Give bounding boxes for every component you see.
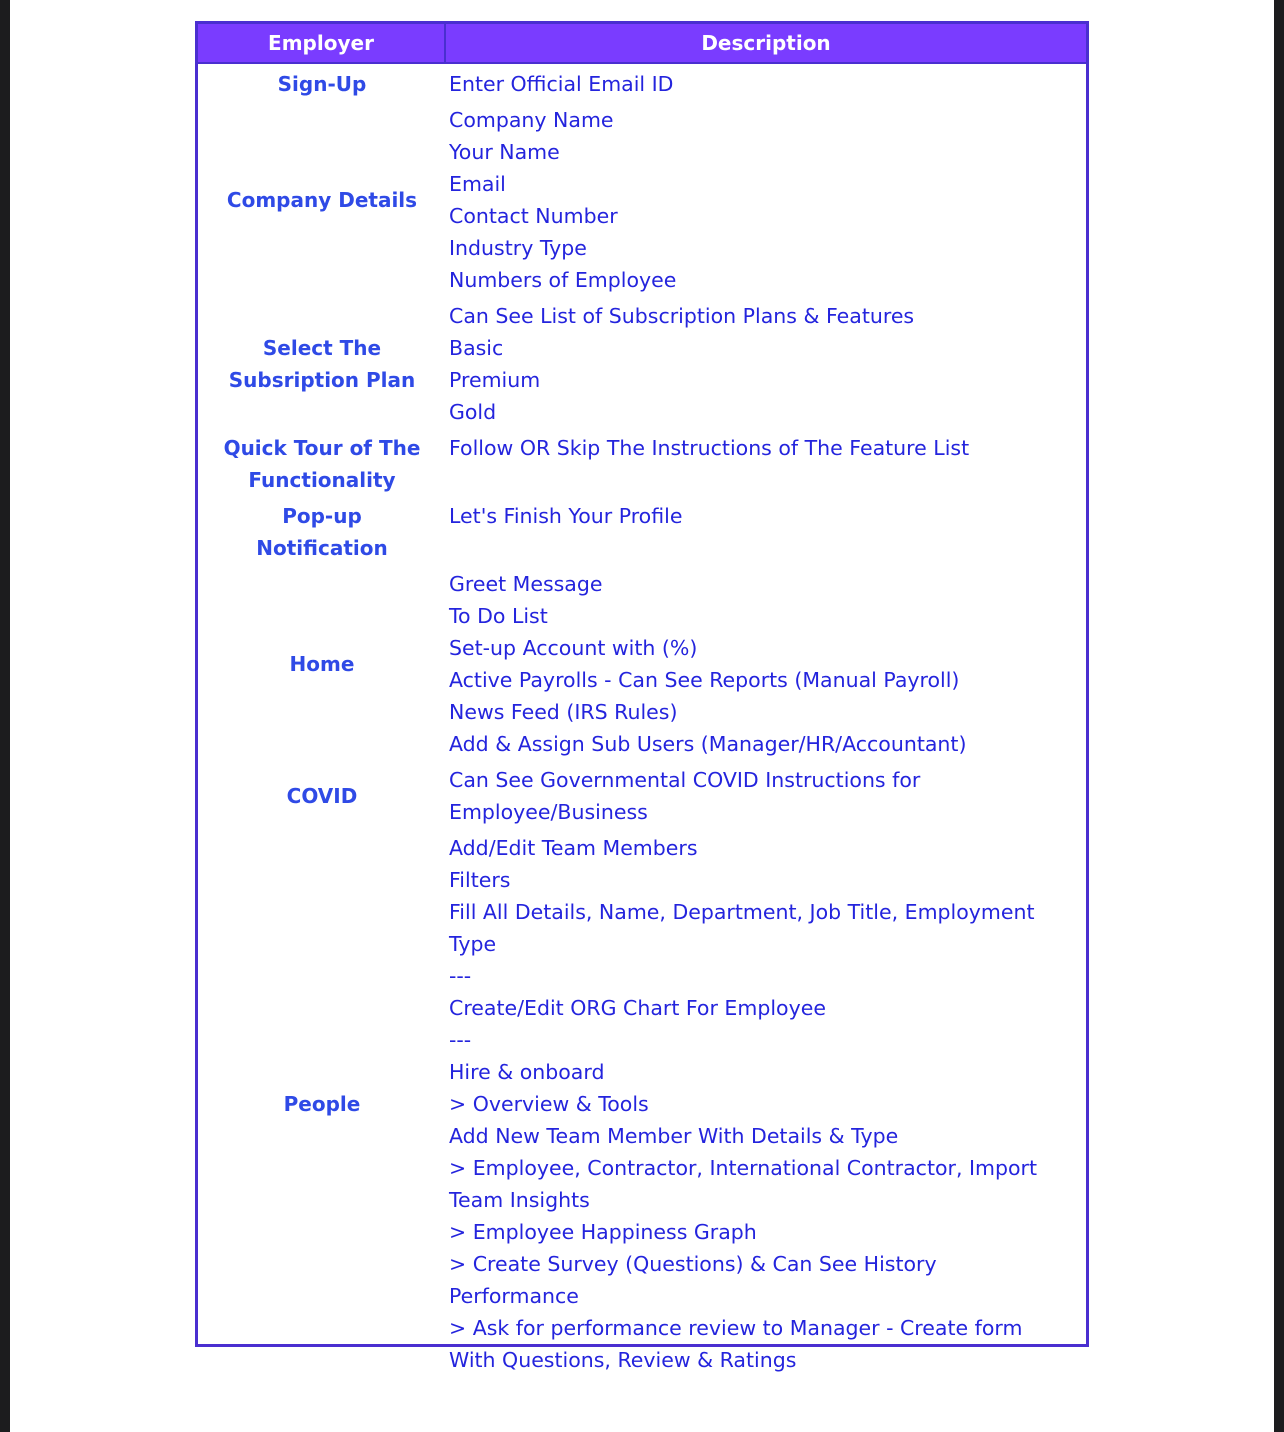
description-line: Filters xyxy=(449,868,511,892)
description-line: Create/Edit ORG Chart For Employee xyxy=(449,996,826,1020)
description-line: Add & Assign Sub Users (Manager/HR/Accountant) xyxy=(449,732,967,756)
description-line: Contact Number xyxy=(449,204,618,228)
description-line: Basic xyxy=(449,336,504,360)
row-description xyxy=(446,832,1086,1376)
row-description xyxy=(446,764,1086,828)
description-line: Numbers of Employee xyxy=(449,268,677,292)
table-body xyxy=(198,64,1086,1376)
description-line: Company Name xyxy=(449,108,614,132)
table-row xyxy=(198,296,1086,428)
table-row xyxy=(198,496,1086,564)
description-line: Email xyxy=(449,172,506,196)
description-line: Follow OR Skip The Instructions of The Feature List xyxy=(449,436,970,460)
header-employer: Employer xyxy=(198,24,446,62)
table-row xyxy=(198,100,1086,296)
description-line: Performance xyxy=(449,1284,579,1308)
description-line: With Questions, Review & Ratings xyxy=(449,1348,797,1372)
table-header xyxy=(198,24,1086,64)
description-line: Type xyxy=(449,932,497,956)
row-label: People xyxy=(283,1092,361,1116)
row-label: Home xyxy=(289,652,355,676)
description-line: Gold xyxy=(449,400,497,424)
description-line: Add/Edit Team Members xyxy=(449,836,698,860)
table-row xyxy=(198,428,1086,496)
description-line: --- xyxy=(449,964,472,988)
description-line: > Create Survey (Questions) & Can See History xyxy=(449,1252,937,1276)
row-description xyxy=(446,68,1086,100)
window-edge-right xyxy=(1274,0,1284,1432)
window-edge-left xyxy=(0,0,10,1432)
row-description xyxy=(446,432,1086,496)
description-line: Active Payrolls - Can See Reports (Manual Payroll) xyxy=(449,668,960,692)
description-line: Add New Team Member With Details & Type xyxy=(449,1124,899,1148)
description-line: To Do List xyxy=(449,604,548,628)
description-line: Industry Type xyxy=(449,236,587,260)
description-line: Can See List of Subscription Plans & Features xyxy=(449,304,915,328)
row-label: Select The Subsription Plan xyxy=(228,336,416,392)
row-label: Company Details xyxy=(226,188,418,212)
description-line: Team Insights xyxy=(449,1188,590,1212)
description-line: Fill All Details, Name, Department, Job Title, Employment xyxy=(449,900,1035,924)
description-line: Set-up Account with (%) xyxy=(449,636,698,660)
description-line: > Employee, Contractor, International Contractor, Import xyxy=(449,1156,1038,1180)
description-line: > Ask for performance review to Manager - Create form xyxy=(449,1316,1023,1340)
description-line: Enter Official Email ID xyxy=(449,72,674,96)
description-line: Premium xyxy=(449,368,541,392)
row-description xyxy=(446,300,1086,428)
employer-feature-table xyxy=(195,21,1089,1372)
description-line: Greet Message xyxy=(449,572,603,596)
row-description xyxy=(446,568,1086,760)
row-label: COVID xyxy=(286,784,358,808)
row-label: Pop-up Notification xyxy=(256,504,388,560)
row-label: Quick Tour of The Functionality xyxy=(223,436,421,492)
row-label: Sign-Up xyxy=(277,72,367,96)
row-description xyxy=(446,500,1086,564)
table-row xyxy=(198,64,1086,100)
description-line: News Feed (IRS Rules) xyxy=(449,700,678,724)
table-row xyxy=(198,760,1086,828)
table-row xyxy=(198,564,1086,760)
description-line: Hire & onboard xyxy=(449,1060,605,1084)
description-line: --- xyxy=(449,1028,472,1052)
description-line: Your Name xyxy=(449,140,560,164)
header-description: Description xyxy=(701,31,831,55)
description-line: Can See Governmental COVID Instructions for xyxy=(449,768,921,792)
description-line: Let's Finish Your Profile xyxy=(449,504,683,528)
description-line: > Employee Happiness Graph xyxy=(449,1220,757,1244)
table-row xyxy=(198,828,1086,1376)
description-line: > Overview & Tools xyxy=(449,1092,649,1116)
description-line: Employee/Business xyxy=(449,800,648,824)
row-description xyxy=(446,104,1086,296)
